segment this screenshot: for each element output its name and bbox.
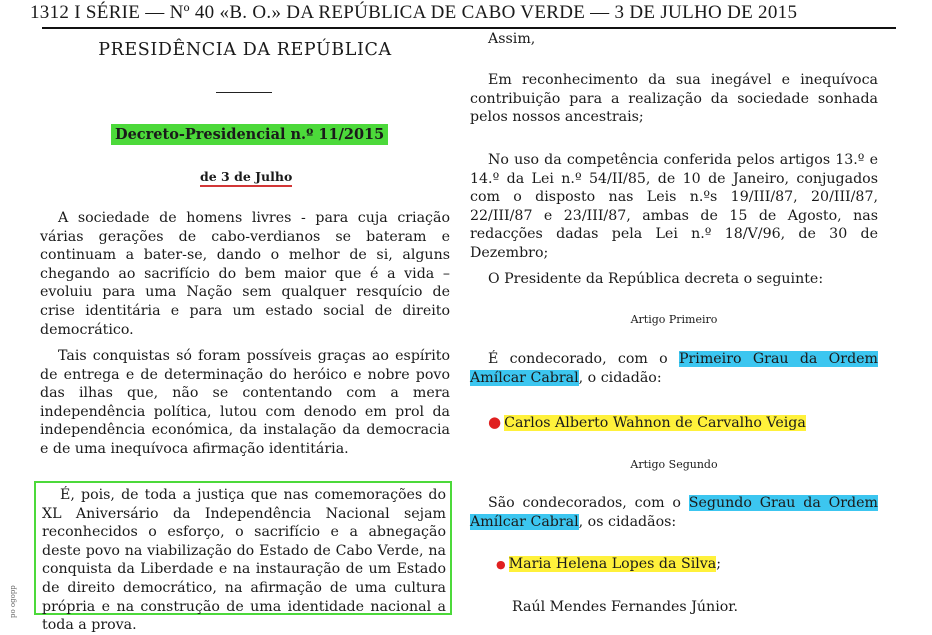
recipient-1 [488, 413, 896, 433]
decree-statement [470, 270, 878, 289]
paragraph-text: A sociedade de homens livres - para cuja criação várias gerações de cabo-verdianos se bateram e continuam a bater-se, dando o melhor de si, alguns chegando ao sacrifício do bem maior que é a vida – evoluiu para uma Nação sem qualquer resquício de crise identitária e para um estado social de direito democrático. [40, 210, 450, 338]
artigo2-post: , os cidadãos: [578, 513, 677, 530]
red-bullet-icon: ● [496, 558, 506, 571]
margin-mark: po ogopp [9, 585, 17, 618]
left-paragraph-1 [40, 209, 450, 339]
left-paragraph-3 [42, 486, 446, 635]
paragraph-text: Em reconhecimento da sua inegável e inequívoca contribuição para a realização da sociedade sonhada pelos nossos ancestrais; [470, 72, 878, 126]
recipient-3: Raúl Mendes Fernandes Júnior. [512, 599, 739, 615]
right-paragraph-reconhecimento [470, 71, 878, 127]
paragraph-text: O Presidente da República decreta o seguinte: [488, 271, 824, 287]
recipient-suffix: ; [716, 556, 722, 572]
section-divider [216, 92, 272, 93]
recipient-2 [496, 555, 904, 575]
assim-line [470, 30, 878, 49]
artigo1-pre: É condecorado, com o [488, 351, 679, 367]
paragraph-text [470, 350, 878, 387]
artigo1-post: , o cidadão: [578, 369, 662, 386]
decree-title: Decreto-Presidencial n.º 11/2015 [111, 124, 388, 145]
artigo-primeiro-heading: Artigo Primeiro [630, 313, 718, 326]
right-paragraph-competencia [470, 151, 878, 263]
artigo2-pre: São condecorados, com o [488, 495, 689, 511]
recipient-name: Maria Helena Lopes da Silva [508, 556, 717, 572]
paragraph-text: Assim, [488, 31, 536, 47]
paragraph-text: É, pois, de toda a justiça que nas comemorações do XL Aniversário da Independência Nacional sejam reconhecidos o esforço, o sacrifício e a abnegação deste povo na viabilização do Estado de Cabo Verde, na conquista da Liberdade e na instauração de um Estado de direito democrático, na afirmação de uma cultura própria e na construção de uma identidade nacional a toda a prova. [42, 487, 446, 634]
artigo-segundo-text [470, 494, 878, 531]
red-bullet-icon: ● [488, 413, 502, 431]
recipient-name: Carlos Alberto Wahnon de Carvalho Veiga [504, 415, 806, 431]
paragraph-text [470, 494, 878, 531]
artigo-primeiro-text [470, 350, 878, 387]
highlight-grade-1: Primeiro Grau da Ordem Amílcar Cabral [470, 351, 879, 386]
header-rule [42, 27, 896, 29]
artigo-segundo-heading: Artigo Segundo [630, 458, 718, 471]
presidency-heading: PRESIDÊNCIA DA REPÚBLICA [98, 40, 392, 60]
paragraph-text: Tais conquistas só foram possíveis graças ao espírito de entrega e de determinação do heróico e nobre povo das ilhas que, não se contentando com a mera independência política, lutou com denodo em prol da independência económica, da instalação da democracia e de uma inequívoca afirmação identitária. [40, 348, 450, 457]
left-paragraph-2 [40, 347, 450, 459]
decree-date: de 3 de Julho [200, 169, 292, 187]
page-header: 1312 I SÉRIE — Nº 40 «B. O.» DA REPÚBLICA DE CABO VERDE — 3 DE JULHO DE 2015 [30, 2, 798, 23]
highlight-grade-2: Segundo Grau da Ordem Amílcar Cabral [470, 495, 878, 530]
paragraph-text: No uso da competência conferida pelos artigos 13.º e 14.º da Lei n.º 54/II/85, de 10 de Janeiro, conjugados com o disposto nas Leis n.ºs 19/III/87, 20/III/87, 22/III/87 e 23/III/87, ambas de 15 de Agosto, nas redacções dadas pela Lei n.º 18/V/96, de 30 de Dezembro; [470, 152, 878, 261]
